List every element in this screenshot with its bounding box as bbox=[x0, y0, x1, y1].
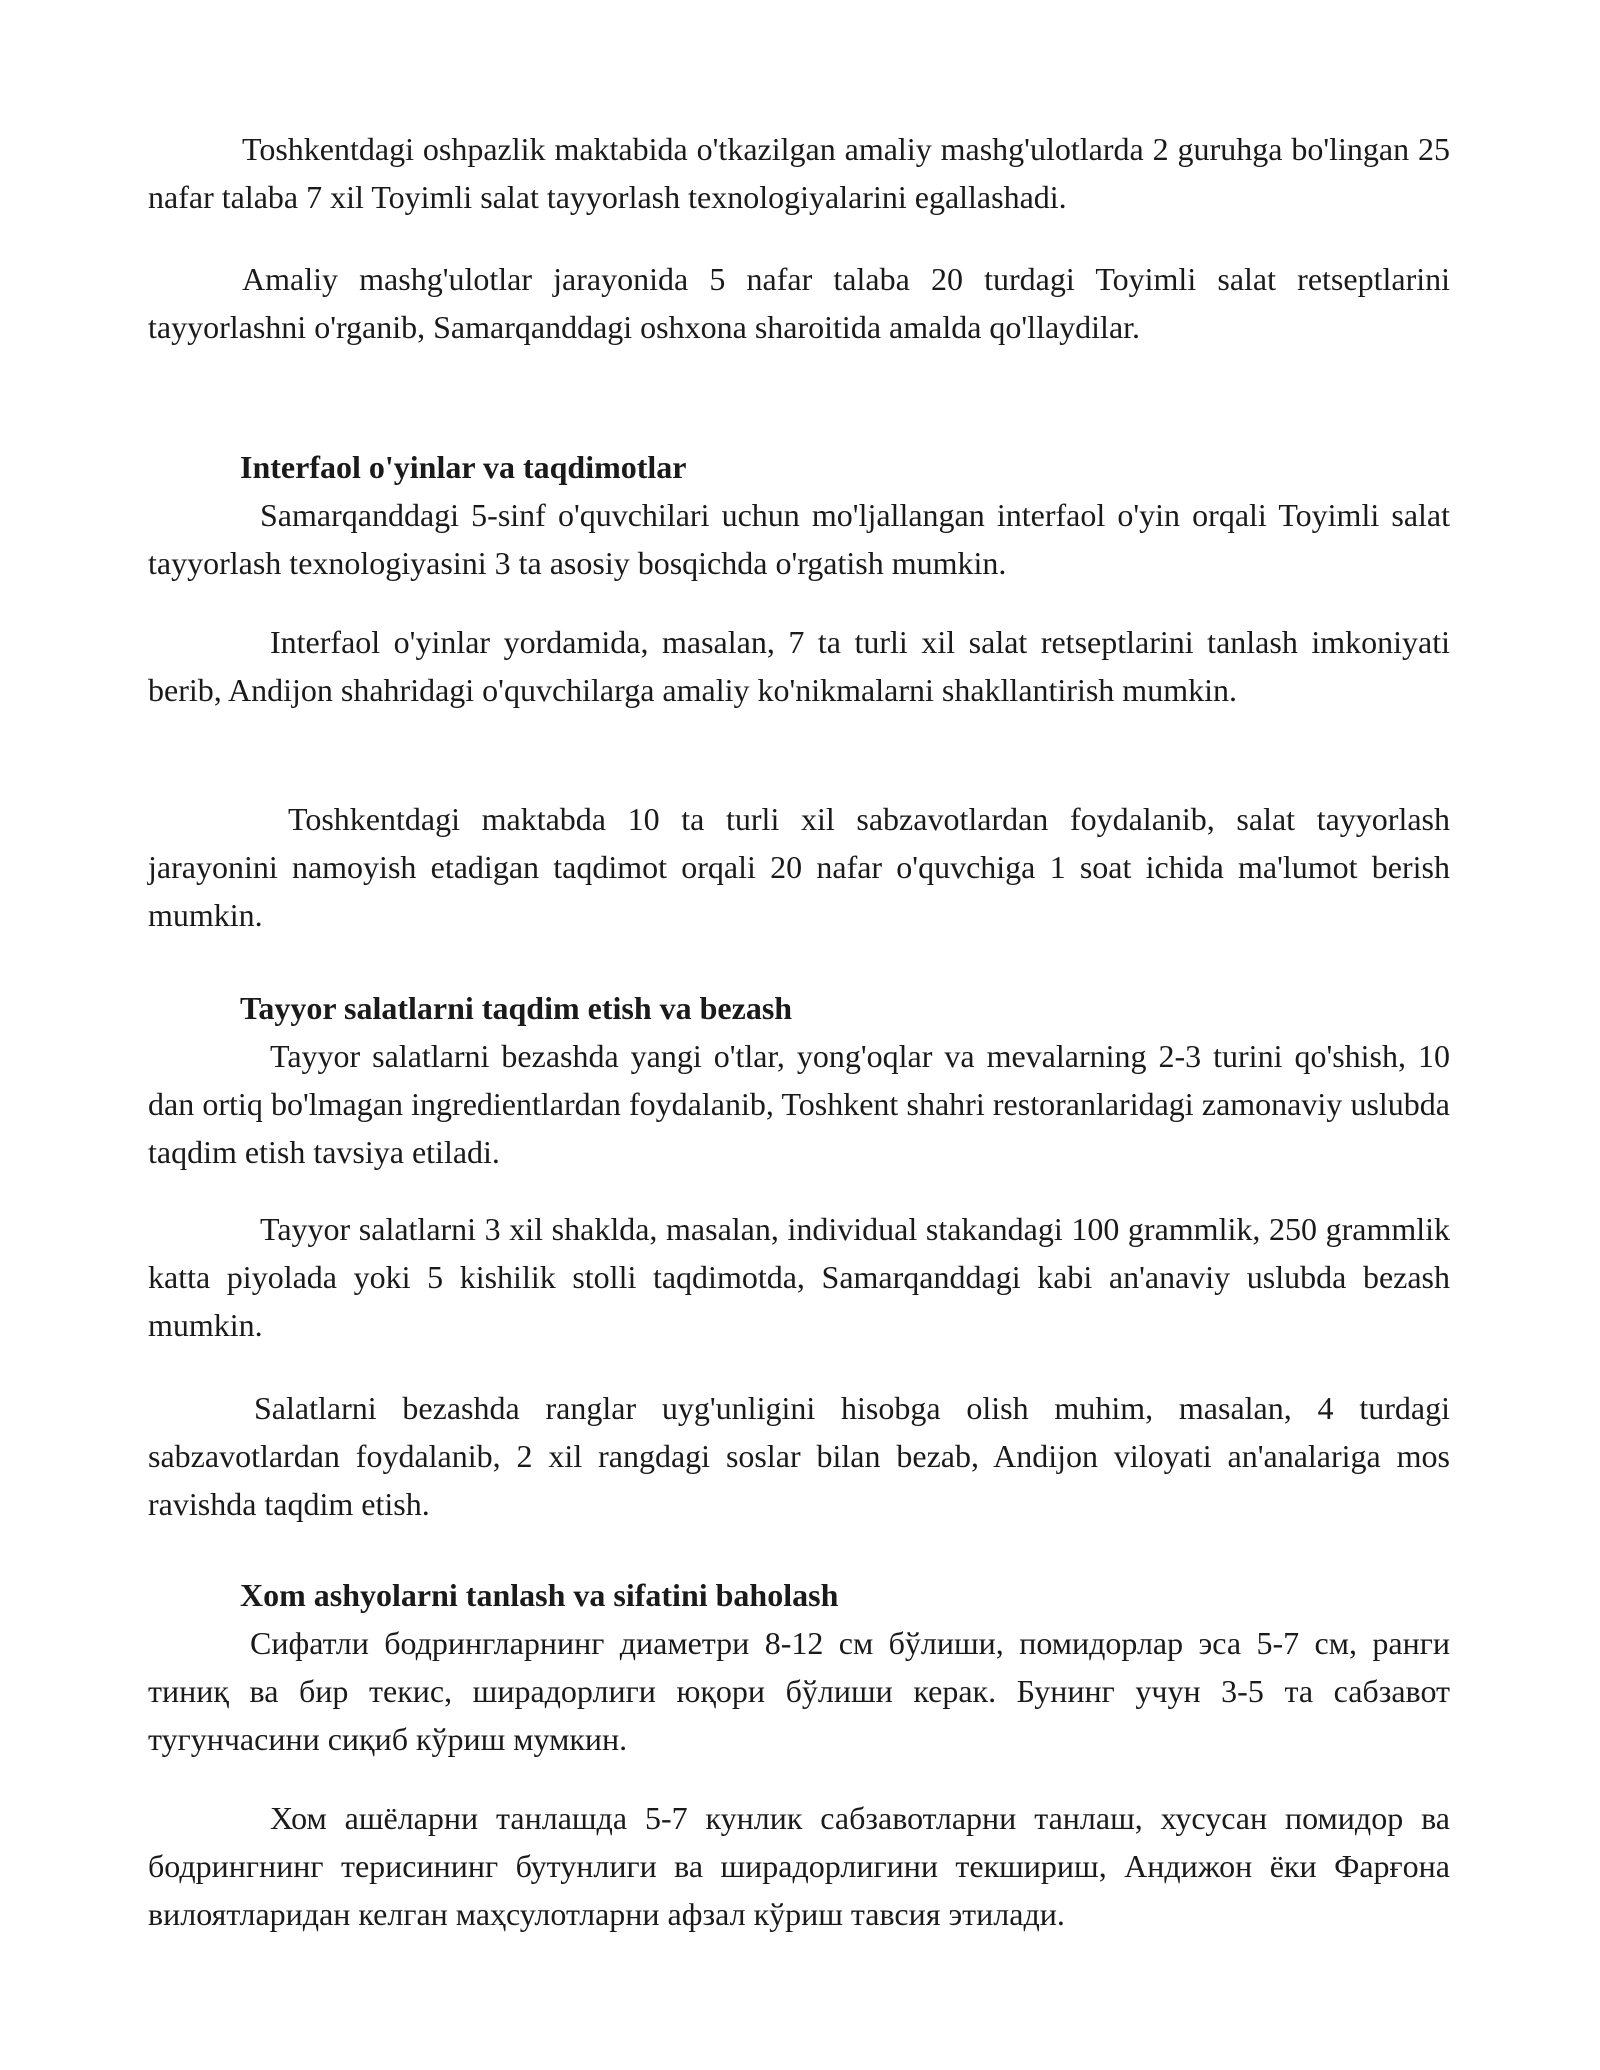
section-xom-ashyo bbox=[148, 1571, 1450, 1763]
section-heading: Tayyor salatlarni taqdim etish va bezash bbox=[240, 990, 793, 1026]
paragraph bbox=[148, 1205, 1450, 1349]
paragraph bbox=[148, 795, 1450, 939]
section-interfaol bbox=[148, 443, 1450, 587]
paragraph-text: Interfaol o'yinlar yordamida, masalan, 7 ta turli xil salat retseptlarini tanlash imkoniyati berib, Andijon shahridagi o'quvchilarga amaliy ko'nikmalarni shakllantirish mumkin. bbox=[148, 624, 1450, 708]
paragraph-text: Amaliy mashg'ulotlar jarayonida 5 nafar talaba 20 turdagi Toyimli salat retseptlarini tayyorlashni o'rganib, Samarqanddagi oshxona sharoitida amalda qo'llaydilar. bbox=[148, 261, 1450, 345]
paragraph bbox=[148, 1384, 1450, 1528]
paragraph bbox=[148, 125, 1450, 221]
section-heading: Interfaol o'yinlar va taqdimotlar bbox=[240, 449, 687, 485]
paragraph bbox=[148, 1794, 1450, 1938]
paragraph-text: Хом ашёларни танлашда 5-7 кунлик сабзавотларни танлаш, хусусан помидор ва бодрингнинг терисининг бутунлиги ва ширадорлигини текшириш, Андижон ёки Фарғона вилоятларидан келган маҳсулотларни афзал кўриш тавсия этилади. bbox=[148, 1800, 1450, 1932]
paragraph-text: Salatlarni bezashda ranglar uyg'unligini hisobga olish muhim, masalan, 4 turdagi sabzavotlardan foydalanib, 2 xil rangdagi soslar bilan bezab, Andijon viloyati an'analariga mos ravishda taqdim etish. bbox=[148, 1390, 1450, 1522]
paragraph-text: Сифатли бодрингларнинг диаметри 8-12 см бўлиши, помидорлар эса 5-7 см, ранги тиниқ ва бир текис, ширадорлиги юқори бўлиши керак. Бунинг учун 3-5 та сабзавот тугунчасини сиқиб кўриш мумкин. bbox=[148, 1625, 1450, 1757]
section-heading: Xom ashyolarni tanlash va sifatini baholash bbox=[240, 1577, 839, 1613]
section-bezash bbox=[148, 984, 1450, 1176]
paragraph-text: Tayyor salatlarni bezashda yangi o'tlar, yong'oqlar va mevalarning 2-3 turini qo'shish, 10 dan ortiq bo'lmagan ingredientlardan foydalanib, Toshkent shahri restoranlaridagi zamonaviy uslubda taqdim etish tavsiya etiladi. bbox=[148, 1038, 1450, 1170]
paragraph bbox=[148, 618, 1450, 714]
paragraph bbox=[148, 255, 1450, 351]
paragraph-text: Samarqanddagi 5-sinf o'quvchilari uchun mo'ljallangan interfaol o'yin orqali Toyimli salat tayyorlash texnologiyasini 3 ta asosiy bosqichda o'rgatish mumkin. bbox=[148, 497, 1450, 581]
paragraph-text: Toshkentdagi oshpazlik maktabida o'tkazilgan amaliy mashg'ulotlarda 2 guruhga bo'lingan 25 nafar talaba 7 xil Toyimli salat tayyorlash texnologiyalarini egallashadi. bbox=[148, 131, 1450, 215]
paragraph-text: Tayyor salatlarni 3 xil shaklda, masalan, individual stakandagi 100 grammlik, 250 grammlik katta piyolada yoki 5 kishilik stolli taqdimotda, Samarqanddagi kabi an'anaviy uslubda bezash mumkin. bbox=[148, 1211, 1450, 1343]
paragraph-text: Toshkentdagi maktabda 10 ta turli xil sabzavotlardan foydalanib, salat tayyorlash jarayonini namoyish etadigan taqdimot orqali 20 nafar o'quvchiga 1 soat ichida ma'lumot berish mumkin. bbox=[148, 801, 1450, 933]
